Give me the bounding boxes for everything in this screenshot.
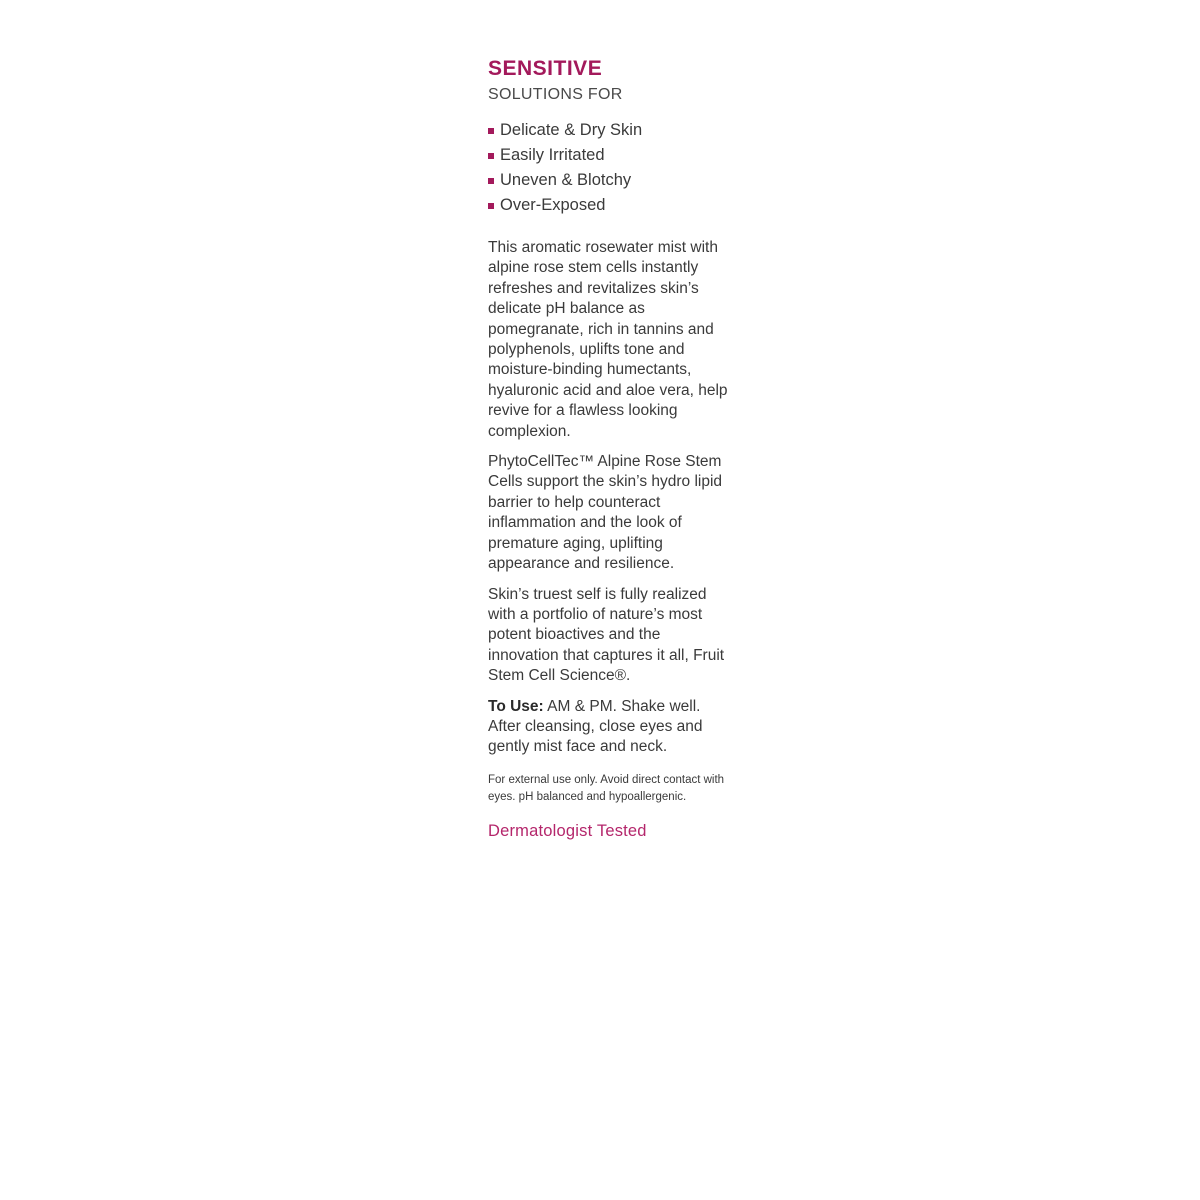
usage-text: AM & PM. Shake well. After cleansing, close eyes and gently mist face and neck. bbox=[488, 697, 703, 756]
list-item-label: Delicate & Dry Skin bbox=[500, 121, 643, 139]
list-item bbox=[488, 168, 728, 193]
square-bullet-icon bbox=[488, 128, 494, 134]
list-item bbox=[488, 143, 728, 168]
solutions-list bbox=[488, 118, 728, 218]
list-item-label: Uneven & Blotchy bbox=[500, 171, 632, 189]
list-item bbox=[488, 193, 728, 218]
stem-cells-paragraph: PhytoCellTec™ Alpine Rose Stem Cells support the skin’s hydro lipid barrier to help counteract inflammation and the look of premature aging, uplifting appearance and resilience. bbox=[488, 453, 723, 573]
list-item bbox=[488, 118, 728, 143]
dermatologist-tested-label: Dermatologist Tested bbox=[488, 821, 647, 840]
square-bullet-icon bbox=[488, 153, 494, 159]
list-item-label: Easily Irritated bbox=[500, 146, 605, 164]
warning-fine-print: For external use only. Avoid direct contact with eyes. pH balanced and hypoallergenic. bbox=[488, 773, 725, 803]
product-info-panel bbox=[488, 56, 728, 842]
square-bullet-icon bbox=[488, 203, 494, 209]
page-subtitle: SOLUTIONS FOR bbox=[488, 86, 623, 103]
description-paragraph: This aromatic rosewater mist with alpine rose stem cells instantly refreshes and revitalizes skin’s delicate pH balance as pomegranate, rich in tannins and polyphenols, uplifts tone and moisture-binding humectants, hyaluronic acid and aloe vera, help revive for a flawless looking complexion. bbox=[488, 239, 728, 440]
science-paragraph: Skin’s truest self is fully realized with a portfolio of nature’s most potent bioactives and the innovation that captures it all, Fruit Stem Cell Science®. bbox=[488, 585, 725, 685]
usage-instructions bbox=[488, 697, 728, 758]
page-title: SENSITIVE bbox=[488, 57, 603, 80]
usage-label: To Use: bbox=[488, 697, 544, 715]
list-item-label: Over-Exposed bbox=[500, 196, 606, 214]
square-bullet-icon bbox=[488, 178, 494, 184]
